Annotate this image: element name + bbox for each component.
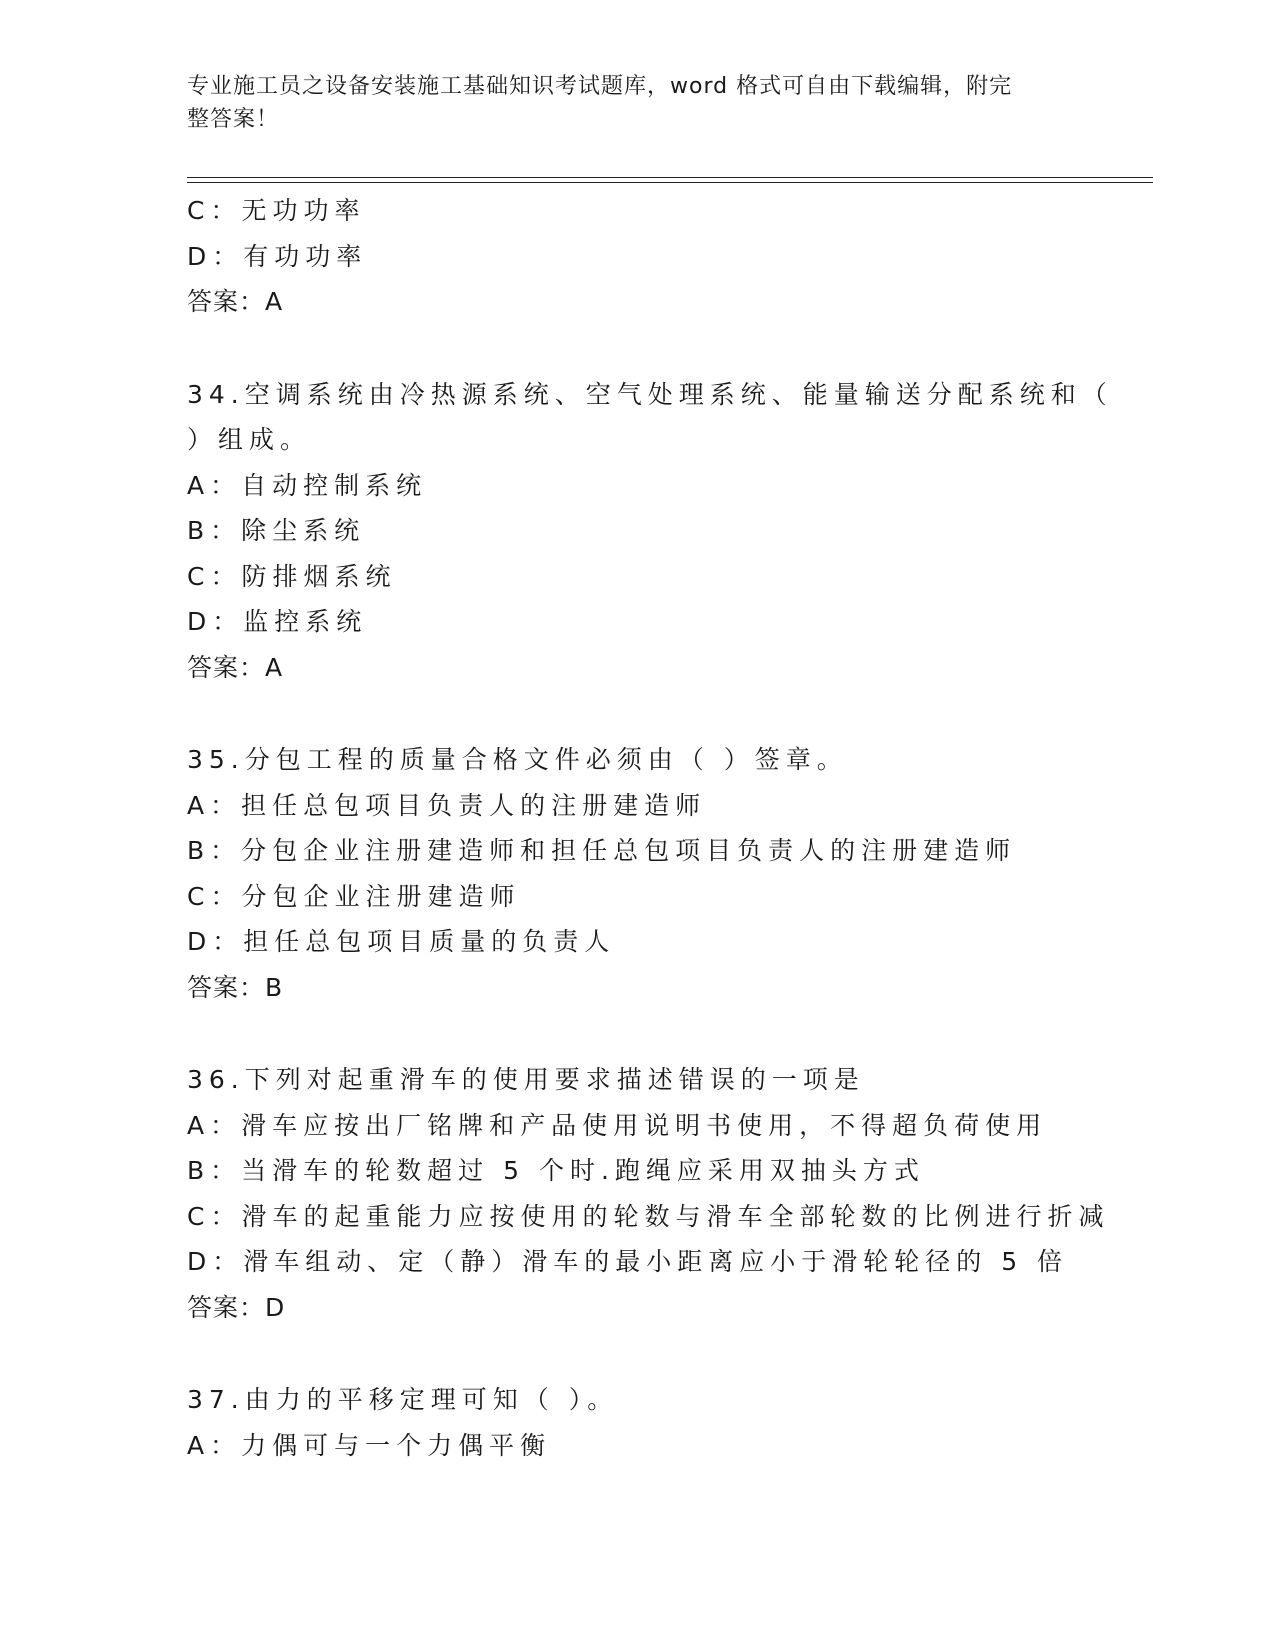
option-c: C：分包企业注册建造师 — [187, 881, 521, 911]
option-a: A：自动控制系统 — [187, 470, 428, 500]
question-35 — [187, 737, 1087, 1010]
document-header — [187, 70, 1067, 136]
question-stem: 35.分包工程的质量合格文件必须由（ ）签章。 — [187, 745, 848, 774]
header-divider-bottom — [187, 182, 1153, 183]
answer-line: 答案：A — [187, 652, 284, 682]
option-d: D：担任总包项目质量的负责人 — [187, 927, 616, 956]
question-list — [187, 188, 1113, 1468]
option-a: A：担任总包项目负责人的注册建造师 — [187, 790, 707, 820]
option-a: A：力偶可与一个力偶平衡 — [187, 1430, 552, 1460]
spacer — [187, 1330, 1087, 1377]
option-c: C：滑车的起重能力应按使用的轮数与滑车全部轮数的比例进行折减 — [187, 1201, 1110, 1231]
answer-line: 答案：B — [187, 972, 284, 1002]
option-c: C：防排烟系统 — [187, 561, 397, 591]
question-stem: 34.空调系统由冷热源系统、空气处理系统、能量输送分配系统和（ — [187, 379, 1113, 409]
spacer — [187, 1010, 1087, 1057]
option-b: B：分包企业注册建造师和担任总包项目负责人的注册建造师 — [187, 836, 1017, 865]
spacer — [187, 690, 1087, 737]
question-stem: 37.由力的平移定理可知（ ）。 — [187, 1385, 619, 1414]
option-b: B：当滑车的轮数超过 5 个时.跑绳应采用双抽头方式 — [187, 1156, 925, 1185]
option-b: B：除尘系统 — [187, 516, 366, 545]
header-divider-top — [187, 177, 1153, 178]
header-line-1: 专业施工员之设备安装施工基础知识考试题库，word 格式可自由下载编辑，附完 — [187, 74, 1013, 99]
question-37 — [187, 1377, 1087, 1468]
question-34 — [187, 372, 1113, 691]
option-d: D：监控系统 — [187, 607, 368, 636]
option-d: D：有功功率 — [187, 241, 368, 271]
answer-line: 答案：D — [187, 1292, 286, 1322]
header-line-2: 整答案！ — [187, 107, 280, 132]
question-stem: 36.下列对起重滑车的使用要求描述错误的一项是 — [187, 1065, 865, 1094]
option-a: A：滑车应按出厂铭牌和产品使用说明书使用，不得超负荷使用 — [187, 1110, 1048, 1140]
question-36 — [187, 1057, 1110, 1330]
option-d: D：滑车组动、定（静）滑车的最小距离应小于滑轮轮径的 5 倍 — [187, 1247, 1069, 1276]
spacer — [187, 325, 1087, 372]
question-stem-continued: ）组成。 — [187, 425, 312, 454]
option-c: C：无功功率 — [187, 196, 366, 225]
question-33-fragment — [187, 188, 1087, 325]
answer-line: 答案：A — [187, 287, 284, 316]
